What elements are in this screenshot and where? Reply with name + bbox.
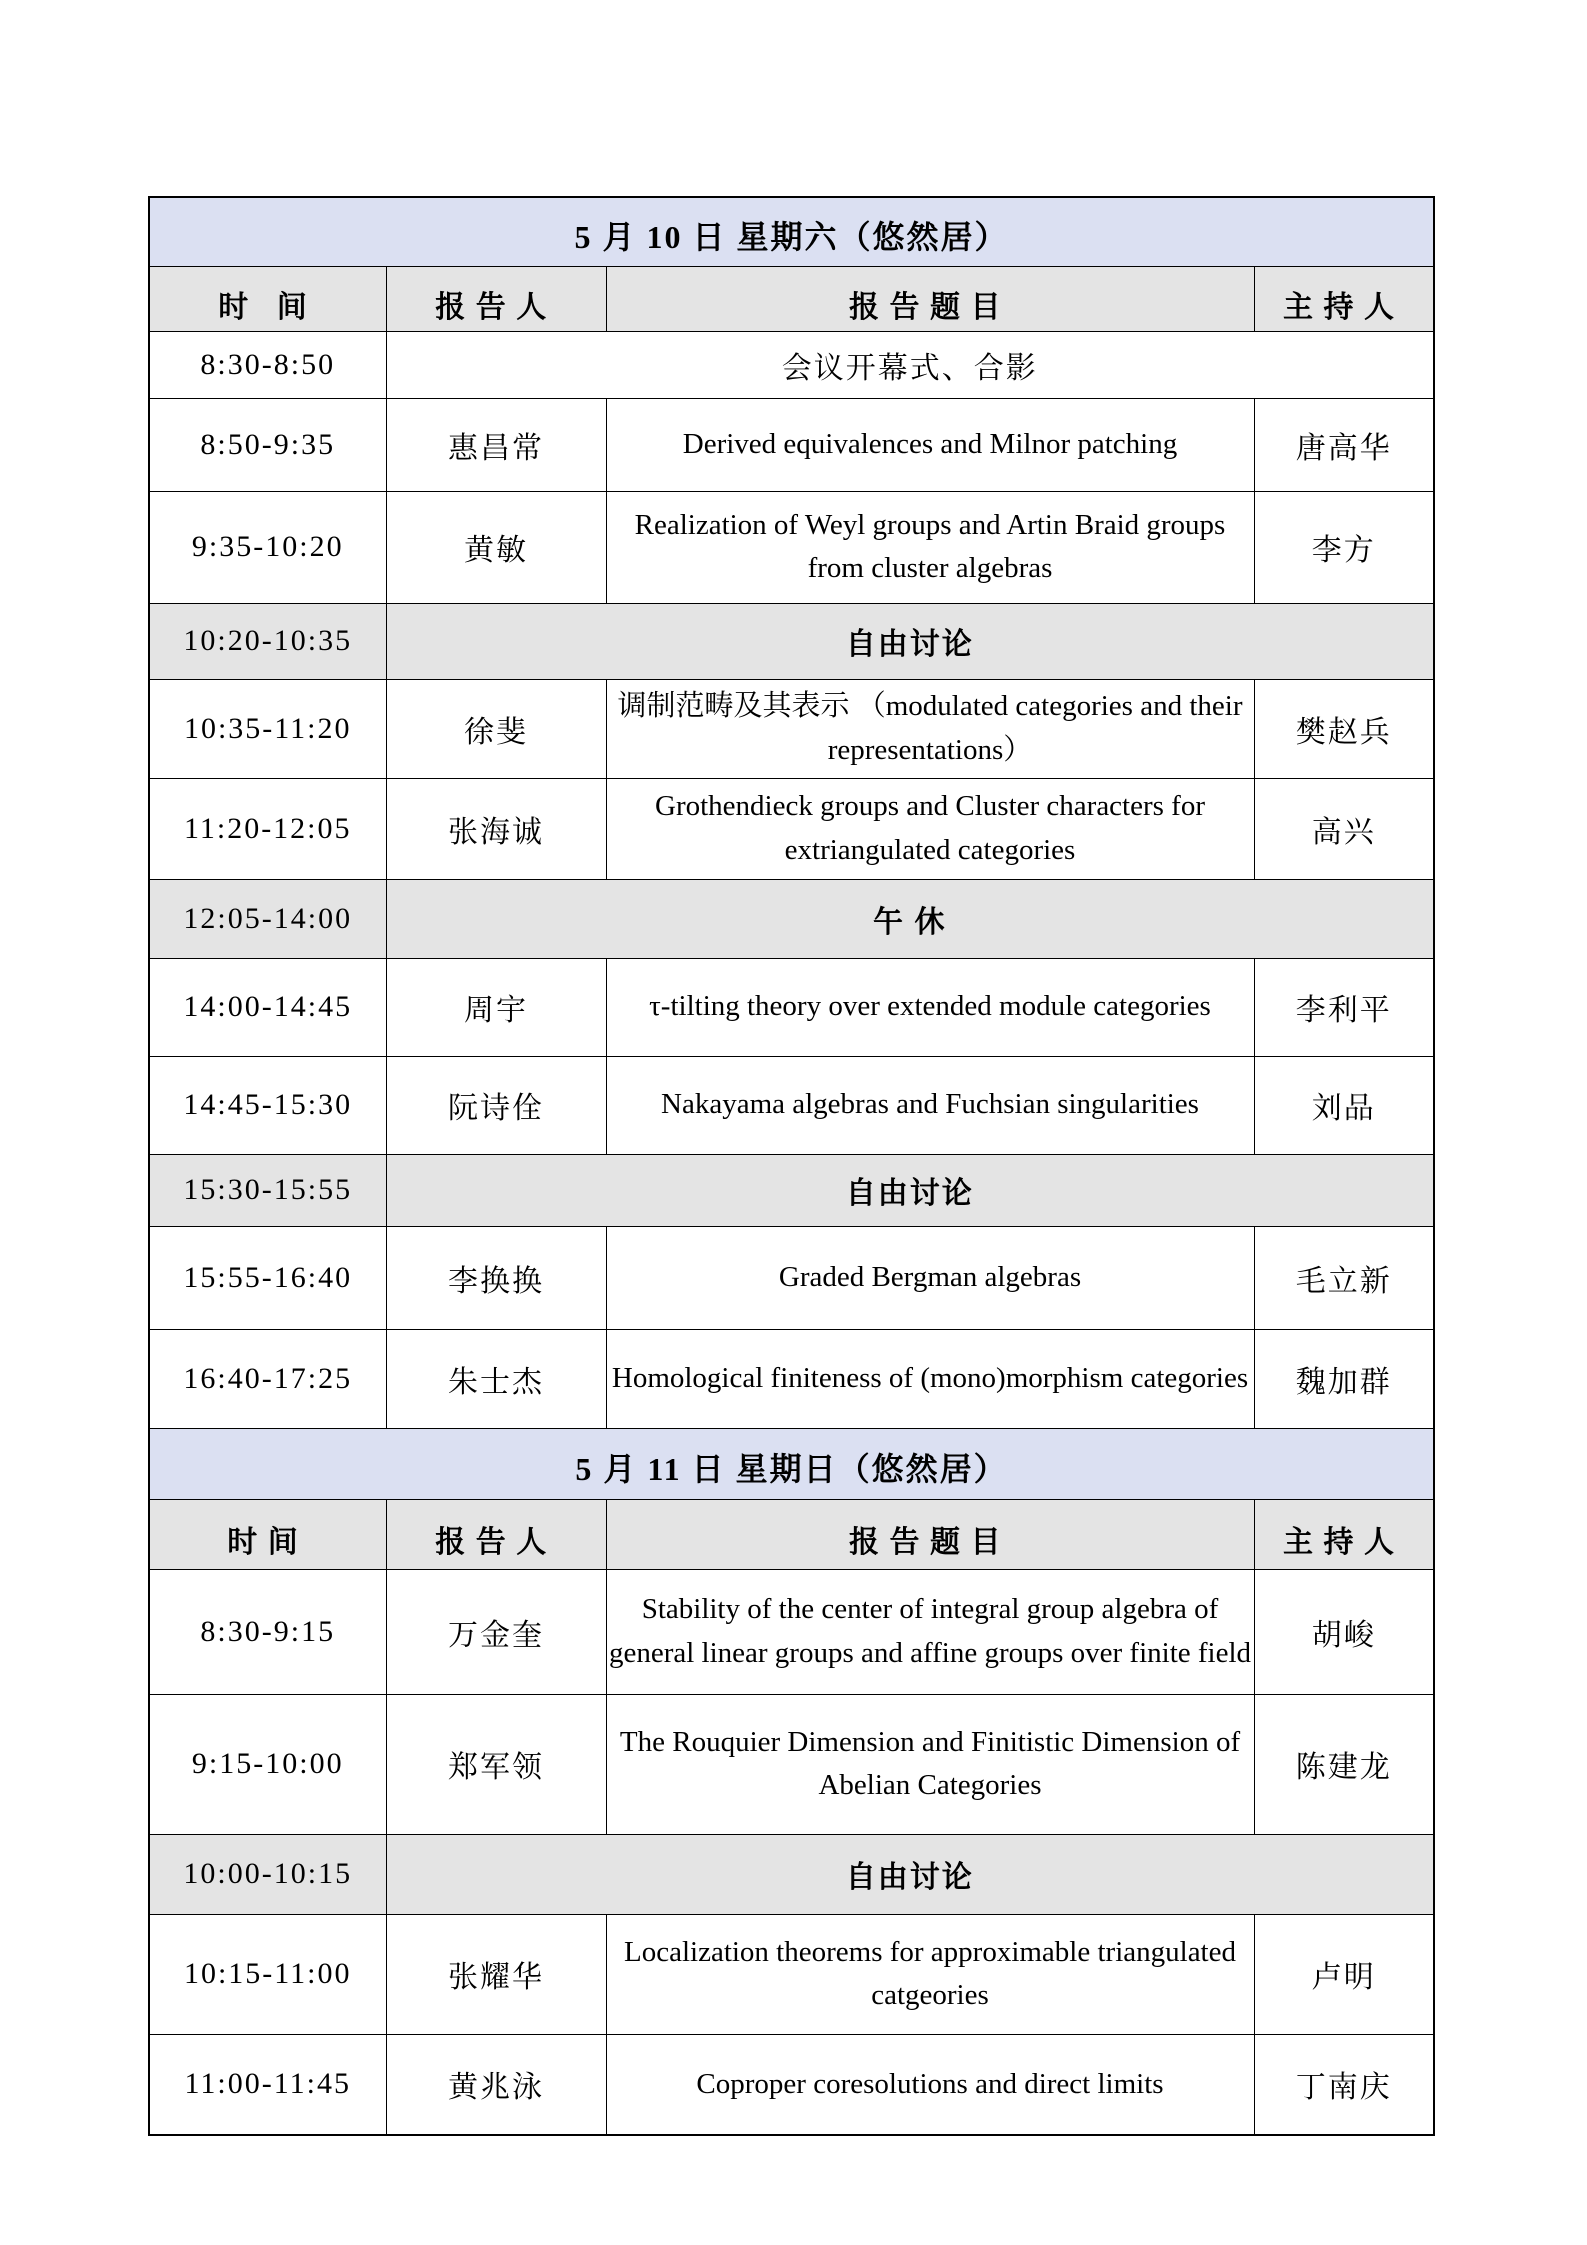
chair-cell: 刘品 bbox=[1254, 1056, 1434, 1154]
speaker-cell: 阮诗佺 bbox=[386, 1056, 606, 1154]
time-cell: 12:05-14:00 bbox=[149, 879, 386, 958]
session-row bbox=[149, 1226, 1434, 1329]
title-cell: Stability of the center of integral group algebra of general linear groups and affine groups over finite field bbox=[606, 1569, 1254, 1694]
time-cell: 10:00-10:15 bbox=[149, 1834, 386, 1914]
chair-cell: 魏加群 bbox=[1254, 1329, 1434, 1428]
time-cell: 8:30-8:50 bbox=[149, 331, 386, 398]
title-cell: Realization of Weyl groups and Artin Braid groups from cluster algebras bbox=[606, 491, 1254, 603]
session-row bbox=[149, 1914, 1434, 2034]
title-cell: Derived equivalences and Milnor patching bbox=[606, 398, 1254, 491]
break-row bbox=[149, 331, 1434, 398]
session-row bbox=[149, 1694, 1434, 1834]
speaker-cell: 周宇 bbox=[386, 958, 606, 1056]
title-cell: Homological finiteness of (mono)morphism categories bbox=[606, 1329, 1254, 1428]
chair-cell: 陈建龙 bbox=[1254, 1694, 1434, 1834]
chair-cell: 毛立新 bbox=[1254, 1226, 1434, 1329]
time-cell: 8:30-9:15 bbox=[149, 1569, 386, 1694]
time-cell: 15:55-16:40 bbox=[149, 1226, 386, 1329]
time-cell: 10:15-11:00 bbox=[149, 1914, 386, 2034]
title-cell: The Rouquier Dimension and Finitistic Dimension of Abelian Categories bbox=[606, 1694, 1254, 1834]
title-cell: Grothendieck groups and Cluster characters for extriangulated categories bbox=[606, 778, 1254, 879]
chair-cell: 胡峻 bbox=[1254, 1569, 1434, 1694]
break-row bbox=[149, 1834, 1434, 1914]
column-header-speaker: 报告人 bbox=[386, 1499, 606, 1569]
merged-label-cell: 自由讨论 bbox=[386, 603, 1434, 679]
session-row bbox=[149, 1056, 1434, 1154]
time-cell: 14:00-14:45 bbox=[149, 958, 386, 1056]
speaker-cell: 张海诚 bbox=[386, 778, 606, 879]
merged-label-cell: 会议开幕式、合影 bbox=[386, 331, 1434, 398]
speaker-cell: 李换换 bbox=[386, 1226, 606, 1329]
merged-label-cell: 自由讨论 bbox=[386, 1834, 1434, 1914]
time-cell: 11:20-12:05 bbox=[149, 778, 386, 879]
time-cell: 14:45-15:30 bbox=[149, 1056, 386, 1154]
chair-cell: 唐高华 bbox=[1254, 398, 1434, 491]
time-cell: 15:30-15:55 bbox=[149, 1154, 386, 1226]
title-cell: Localization theorems for approximable triangulated catgeories bbox=[606, 1914, 1254, 2034]
day-header-title: 5 月 11 日 星期日（悠然居） bbox=[149, 1428, 1434, 1499]
session-row bbox=[149, 1569, 1434, 1694]
speaker-cell: 郑军领 bbox=[386, 1694, 606, 1834]
chair-cell: 李利平 bbox=[1254, 958, 1434, 1056]
title-cell: Nakayama algebras and Fuchsian singularities bbox=[606, 1056, 1254, 1154]
session-row bbox=[149, 1329, 1434, 1428]
column-header-speaker: 报告人 bbox=[386, 266, 606, 331]
merged-label-cell: 自由讨论 bbox=[386, 1154, 1434, 1226]
day-header-row bbox=[149, 197, 1434, 266]
session-row bbox=[149, 2034, 1434, 2135]
column-header-chair: 主持人 bbox=[1254, 266, 1434, 331]
time-cell: 9:35-10:20 bbox=[149, 491, 386, 603]
speaker-cell: 徐斐 bbox=[386, 679, 606, 778]
time-cell: 16:40-17:25 bbox=[149, 1329, 386, 1428]
merged-label-cell: 午 休 bbox=[386, 879, 1434, 958]
session-row bbox=[149, 491, 1434, 603]
break-row bbox=[149, 603, 1434, 679]
time-cell: 10:20-10:35 bbox=[149, 603, 386, 679]
speaker-cell: 张耀华 bbox=[386, 1914, 606, 2034]
title-cell: τ-tilting theory over extended module categories bbox=[606, 958, 1254, 1056]
time-cell: 9:15-10:00 bbox=[149, 1694, 386, 1834]
time-cell: 11:00-11:45 bbox=[149, 2034, 386, 2135]
time-cell: 10:35-11:20 bbox=[149, 679, 386, 778]
speaker-cell: 黄敏 bbox=[386, 491, 606, 603]
chair-cell: 卢明 bbox=[1254, 1914, 1434, 2034]
column-header-chair: 主持人 bbox=[1254, 1499, 1434, 1569]
title-cell: 调制范畴及其表示 （modulated categories and their representations） bbox=[606, 679, 1254, 778]
session-row bbox=[149, 398, 1434, 491]
speaker-cell: 惠昌常 bbox=[386, 398, 606, 491]
column-header-time: 时间 bbox=[149, 1499, 386, 1569]
schedule-table bbox=[148, 196, 1435, 2136]
time-cell: 8:50-9:35 bbox=[149, 398, 386, 491]
break-row bbox=[149, 1154, 1434, 1226]
title-cell: Graded Bergman algebras bbox=[606, 1226, 1254, 1329]
speaker-cell: 朱士杰 bbox=[386, 1329, 606, 1428]
column-header-title: 报告题目 bbox=[606, 1499, 1254, 1569]
session-row bbox=[149, 679, 1434, 778]
column-header-time: 时 间 bbox=[149, 266, 386, 331]
session-row bbox=[149, 778, 1434, 879]
chair-cell: 丁南庆 bbox=[1254, 2034, 1434, 2135]
break-row bbox=[149, 879, 1434, 958]
column-header-row bbox=[149, 266, 1434, 331]
session-row bbox=[149, 958, 1434, 1056]
chair-cell: 李方 bbox=[1254, 491, 1434, 603]
chair-cell: 樊赵兵 bbox=[1254, 679, 1434, 778]
column-header-title: 报告题目 bbox=[606, 266, 1254, 331]
speaker-cell: 黄兆泳 bbox=[386, 2034, 606, 2135]
column-header-row bbox=[149, 1499, 1434, 1569]
day-header-row bbox=[149, 1428, 1434, 1499]
day-header-title: 5 月 10 日 星期六（悠然居） bbox=[149, 197, 1434, 266]
title-cell: Coproper coresolutions and direct limits bbox=[606, 2034, 1254, 2135]
speaker-cell: 万金奎 bbox=[386, 1569, 606, 1694]
chair-cell: 高兴 bbox=[1254, 778, 1434, 879]
